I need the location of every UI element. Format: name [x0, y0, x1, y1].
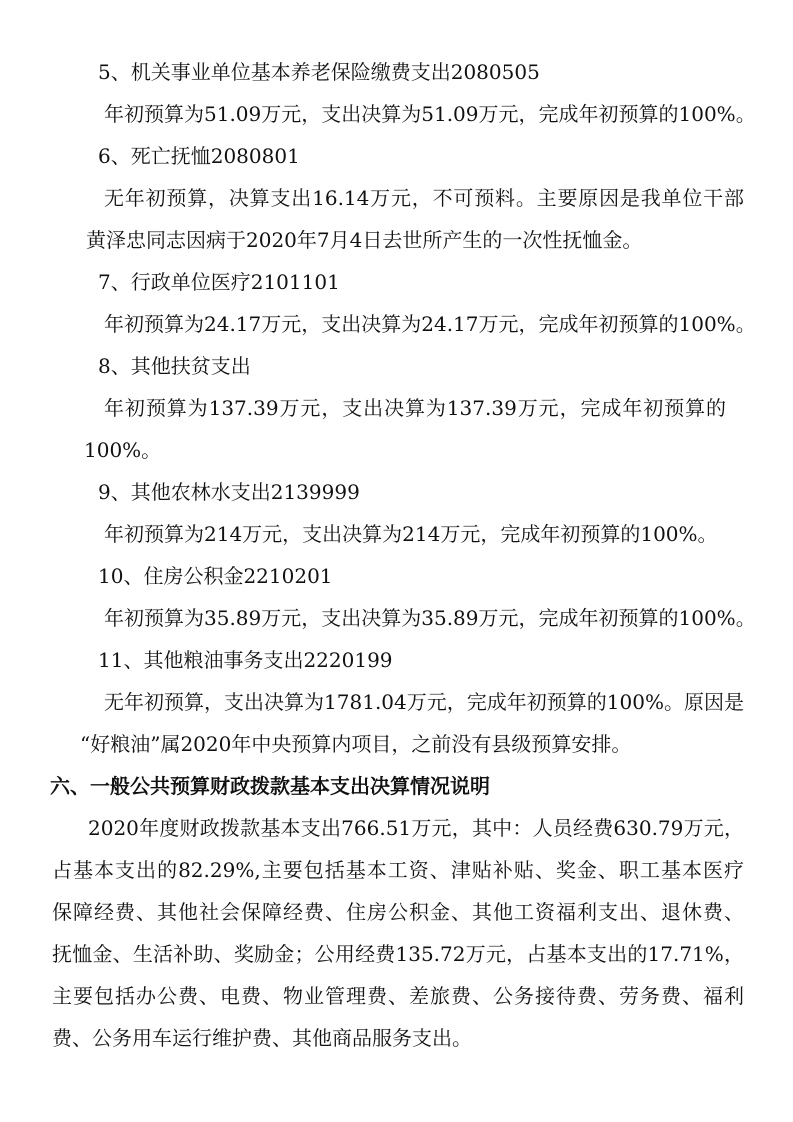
paragraph-line-4: 抚恤金、生活补助、奖励金；公用经费135.72万元，占基本支出的17.71%，: [52, 942, 744, 966]
paragraph-line-3: 保障经费、其他社会保障经费、住房公积金、其他工资福利支出、退休费、: [52, 900, 744, 924]
paragraph-line-1: 2020年度财政拨款基本支出766.51万元，其中：人员经费630.79万元，: [88, 816, 744, 840]
item-8-heading: 8、其他扶贫支出: [98, 354, 251, 378]
item-6-text-line-2: 黄泽忠同志因病于2020年7月4日去世所产生的一次性抚恤金。: [86, 228, 643, 252]
item-6-heading: 6、死亡抚恤2080801: [98, 144, 300, 168]
item-7-text: 年初预算为24.17万元，支出决算为24.17万元，完成年初预算的100%。: [104, 312, 756, 336]
section-heading: 六、一般公共预算财政拨款基本支出决算情况说明: [50, 774, 490, 798]
item-9-text: 年初预算为214万元，支出决算为214万元，完成年初预算的100%。: [104, 522, 718, 546]
paragraph-line-6: 费、公务用车运行维护费、其他商品服务支出。: [52, 1026, 472, 1050]
item-6-text-line-1: 无年初预算，决算支出16.14万元，不可预料。主要原因是我单位干部: [104, 186, 744, 210]
item-5-text: 年初预算为51.09万元，支出决算为51.09万元，完成年初预算的100%。: [104, 102, 756, 126]
item-9-heading: 9、其他农林水支出2139999: [98, 480, 360, 504]
item-8-text-line-2: 100%。: [84, 438, 162, 462]
item-11-heading: 11、其他粮油事务支出2220199: [98, 648, 393, 672]
paragraph-line-2: 占基本支出的82.29%,主要包括基本工资、津贴补贴、奖金、职工基本医疗: [52, 858, 744, 882]
item-5-heading: 5、机关事业单位基本养老保险缴费支出2080505: [98, 60, 540, 84]
item-11-text-line-1: 无年初预算，支出决算为1781.04万元，完成年初预算的100%。原因是: [104, 690, 744, 714]
item-10-text: 年初预算为35.89万元，支出决算为35.89万元，完成年初预算的100%。: [104, 606, 756, 630]
item-7-heading: 7、行政单位医疗2101101: [98, 270, 340, 294]
item-10-heading: 10、住房公积金2210201: [98, 564, 333, 588]
item-8-text-line-1: 年初预算为137.39万元，支出决算为137.39万元，完成年初预算的: [104, 396, 726, 420]
paragraph-line-5: 主要包括办公费、电费、物业管理费、差旅费、公务接待费、劳务费、福利: [52, 984, 744, 1008]
item-11-text-line-2: “好粮油”属2020年中央预算内项目，之前没有县级预算安排。: [80, 732, 632, 756]
